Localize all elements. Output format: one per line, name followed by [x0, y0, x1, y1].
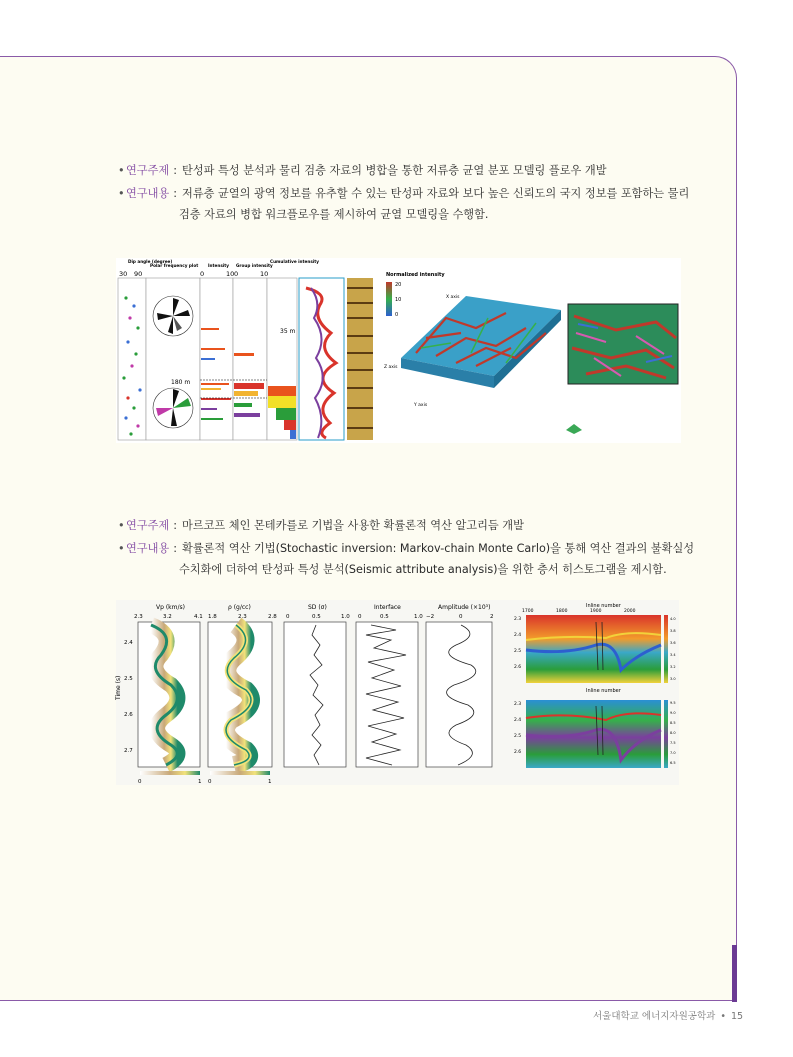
fracture-cube-3d: [401, 296, 561, 388]
svg-text:8.0: 8.0: [670, 731, 676, 735]
content-text-line2: 수치화에 더하여 탄성파 특성 분석(Seismic attribute analysis)을 위한 층서 히스토그램을 제시함.: [179, 563, 667, 576]
group-tick-max: 10: [260, 270, 269, 278]
content-text-line1: 확률론적 역산 기법(Stochastic inversion: Markov-chain Monte Carlo)을 통해 역산 결과의 불확실성: [182, 542, 695, 555]
topic-text: 마르코프 체인 몬테카를로 기법을 사용한 확률론적 역산 알고리듬 개발: [182, 519, 524, 532]
amplitude-line-panel: [426, 622, 492, 767]
label-colon: :: [173, 187, 178, 200]
svg-text:4.0: 4.0: [670, 617, 676, 621]
dip-tick-max: 90: [134, 270, 143, 278]
svg-text:9.0: 9.0: [670, 711, 676, 715]
vp-density-panel: [138, 622, 200, 767]
svg-text:3.4: 3.4: [670, 653, 676, 657]
section-x-2000: 2000: [624, 609, 636, 614]
seismic-trace-panel: [299, 278, 344, 440]
section-y-24: 2.4: [514, 633, 522, 638]
bullet-dot: •: [118, 542, 125, 555]
stochastic-inversion-figure: [116, 600, 679, 785]
sd-tick-1: 0.5: [312, 614, 321, 620]
vp-tick-2: 4.1: [194, 614, 203, 620]
bullet-dot: •: [118, 519, 125, 532]
bullet-dot: •: [118, 187, 125, 200]
section-x-1700: 1700: [522, 609, 534, 614]
topic-row-1: [118, 160, 698, 181]
colorbar-tick-0b: 0: [208, 779, 212, 785]
y-tick-26: 2.6: [124, 712, 133, 718]
header-intensity: Intensity: [208, 263, 230, 268]
seismic-attribute-section-bottom: [526, 700, 661, 768]
seismic-attribute-section-top: [526, 615, 661, 683]
axis-x-label: X axis: [446, 295, 460, 300]
polar-rose-lower: [153, 388, 193, 428]
section-y-25b: 2.5: [514, 734, 522, 739]
section-y-23b: 2.3: [514, 702, 522, 707]
content-row-2b: [118, 559, 698, 580]
section-scale-bottom: [670, 701, 676, 765]
section-colorbar-bottom: [664, 700, 668, 768]
density-colorbar-right: [210, 771, 270, 775]
rho-density-panel: [208, 622, 272, 767]
fracture-figure-svg: [116, 258, 681, 443]
content-label: 연구내용: [126, 187, 170, 200]
fracture-modeling-figure: [116, 258, 681, 443]
vp-tick-0: 2.3: [134, 614, 143, 620]
footer-separator: •: [720, 1011, 726, 1022]
section-y-25: 2.5: [514, 649, 522, 654]
content-row-1: [118, 183, 698, 204]
cube-title: Normalized intensity: [386, 272, 445, 278]
scale-tick-20: 20: [395, 282, 402, 288]
panel-title-sd: SD (σ): [308, 604, 327, 611]
topic-text: 탄성파 특성 분석과 물리 검층 자료의 병합을 통한 저류층 균열 분포 모델링 플로우 개발: [182, 164, 607, 177]
label-colon: :: [173, 542, 178, 555]
content-row-1b: [118, 204, 698, 225]
rho-tick-2: 2.8: [268, 614, 277, 620]
page-number: 15: [730, 1011, 744, 1022]
label-colon: :: [173, 164, 178, 177]
dip-tick-min: 30: [119, 270, 128, 278]
sd-tick-2: 1.0: [341, 614, 350, 620]
svg-text:3.0: 3.0: [670, 677, 676, 681]
section-y-26b: 2.6: [514, 750, 522, 755]
orientation-arrow: [566, 424, 582, 434]
content-label: 연구내용: [126, 542, 170, 555]
rho-tick-0: 1.8: [208, 614, 217, 620]
header-cumulative: Cumulative intensity: [270, 259, 320, 264]
section-y-23: 2.3: [514, 617, 522, 622]
interface-tick-1: 0.5: [380, 614, 389, 620]
dip-track: [118, 278, 146, 440]
scale-tick-0: 0: [395, 312, 399, 318]
section-title-top: Inline number: [586, 603, 621, 609]
rho-tick-1: 2.3: [238, 614, 247, 620]
topic-label: 연구주제: [126, 164, 170, 177]
amp-tick-0: −2: [426, 614, 435, 620]
section-x-1800: 1800: [556, 609, 568, 614]
content-text-line2: 검층 자료의 병합 워크플로우를 제시하여 균열 모델링을 수행함.: [179, 208, 489, 221]
panel-title-vp: Vp (km/s): [156, 604, 185, 611]
y-tick-25: 2.5: [124, 676, 133, 682]
topic-row-2: [118, 515, 698, 536]
seismic-section-strip: [347, 278, 373, 440]
svg-text:3.2: 3.2: [670, 665, 676, 669]
svg-text:3.6: 3.6: [670, 641, 676, 645]
label-colon: :: [173, 519, 178, 532]
content-text-line1: 저류층 균열의 광역 정보를 유추할 수 있는 탄성파 자료와 보다 높은 신뢰도의 국지 정보를 포함하는 물리: [182, 187, 690, 200]
intensity-tick-min: 0: [200, 270, 205, 278]
sd-tick-0: 0: [286, 614, 290, 620]
scale-tick-10: 10: [395, 297, 402, 303]
axis-y-label: Y axis: [414, 403, 428, 408]
research-block-2: [118, 515, 698, 580]
content-row-2: [118, 538, 698, 559]
colorbar-tick-1b: 1: [268, 779, 272, 785]
marker-35m: 35 m: [280, 328, 296, 335]
zoom-inset: [568, 304, 678, 384]
section-x-1900: 1900: [590, 609, 602, 614]
interface-tick-2: 1.0: [414, 614, 423, 620]
svg-text:6.5: 6.5: [670, 761, 676, 765]
vp-tick-1: 3.2: [163, 614, 172, 620]
bullet-dot: •: [118, 164, 125, 177]
research-block-1: [118, 160, 698, 225]
polar-rose-upper: [153, 296, 193, 336]
header-group: Group intensity: [236, 263, 273, 268]
topic-label: 연구주제: [126, 519, 170, 532]
intensity-tick-max: 10: [226, 270, 235, 278]
svg-text:3.8: 3.8: [670, 629, 676, 633]
svg-text:7.5: 7.5: [670, 741, 676, 745]
svg-text:7.0: 7.0: [670, 751, 676, 755]
intensity-colorbar: [386, 282, 392, 316]
inversion-figure-svg: [116, 600, 679, 785]
interface-tick-0: 0: [358, 614, 362, 620]
section-colorbar-top: [664, 615, 668, 683]
header-polar: Polar frequency plot: [150, 263, 199, 268]
panel-title-interface: Interface: [374, 604, 401, 611]
svg-text:8.5: 8.5: [670, 721, 676, 725]
footer-school: 서울대학교 에너지자원공학과: [593, 1011, 716, 1022]
section-y-26: 2.6: [514, 665, 522, 670]
sd-line-panel: [284, 622, 346, 767]
svg-text:9.5: 9.5: [670, 701, 676, 705]
panel-title-amplitude: Amplitude (×10³): [438, 604, 491, 611]
group-tick-min: 0: [234, 270, 239, 278]
section-y-24b: 2.4: [514, 718, 522, 723]
section-title-bottom: Inline number: [586, 688, 621, 694]
colorbar-tick-1: 1: [198, 779, 202, 785]
marker-180m: 180 m: [171, 379, 191, 386]
y-axis-label: Time (s): [115, 675, 122, 700]
corner-accent-bar: [732, 945, 737, 1002]
page-footer: [593, 1008, 743, 1022]
section-scale-top: [670, 617, 676, 681]
y-tick-24: 2.4: [124, 640, 133, 646]
amp-tick-2: 2: [490, 614, 494, 620]
y-tick-27: 2.7: [124, 748, 133, 754]
header-dip: Dip angle (degree): [128, 259, 173, 264]
amp-tick-1: 0: [459, 614, 463, 620]
panel-title-rho: ρ (g/cc): [228, 604, 251, 611]
density-colorbar-left: [140, 771, 200, 775]
interface-line-panel: [356, 622, 418, 767]
colorbar-tick-0: 0: [138, 779, 142, 785]
axis-z-label: Z axis: [384, 365, 398, 370]
